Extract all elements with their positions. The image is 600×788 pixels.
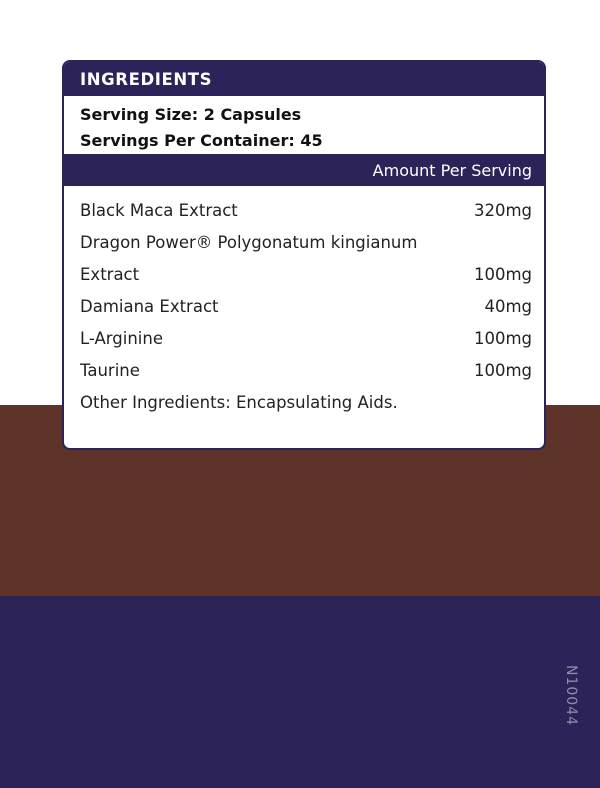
ingredient-name: Damiana Extract [80, 296, 219, 316]
ingredient-row [80, 194, 532, 226]
ingredient-amount: 100mg [473, 264, 532, 284]
ingredient-row [80, 290, 532, 322]
ingredient-row [80, 226, 532, 258]
ingredient-amount: 100mg [473, 360, 532, 380]
amount-per-serving-bar [64, 154, 544, 186]
ingredient-name: Extract [80, 264, 140, 284]
ingredients-header [64, 62, 544, 96]
ingredient-amount: 40mg [484, 296, 532, 316]
ingredient-name: L-Arginine [80, 328, 163, 348]
ingredient-name: Black Maca Extract [80, 200, 238, 220]
ingredient-amount: 100mg [473, 328, 532, 348]
background-navy-band [0, 596, 600, 788]
ingredient-name: Taurine [80, 360, 140, 380]
serving-info [64, 96, 544, 154]
serving-size: Serving Size: 2 Capsules [80, 105, 302, 124]
ingredient-amount: 320mg [473, 200, 532, 220]
ingredient-row [80, 258, 532, 290]
other-ingredients-row [80, 386, 532, 418]
ingredient-list [64, 186, 544, 418]
product-code: N10044 [563, 665, 579, 727]
ingredient-name: Dragon Power® Polygonatum kingianum [80, 232, 418, 252]
amount-per-serving-label: Amount Per Serving [372, 160, 532, 180]
servings-per-container: Servings Per Container: 45 [80, 131, 323, 150]
ingredient-row [80, 322, 532, 354]
ingredients-title: INGREDIENTS [80, 69, 213, 89]
ingredient-row [80, 354, 532, 386]
ingredients-panel [62, 60, 546, 450]
other-ingredients: Other Ingredients: Encapsulating Aids. [80, 392, 398, 412]
